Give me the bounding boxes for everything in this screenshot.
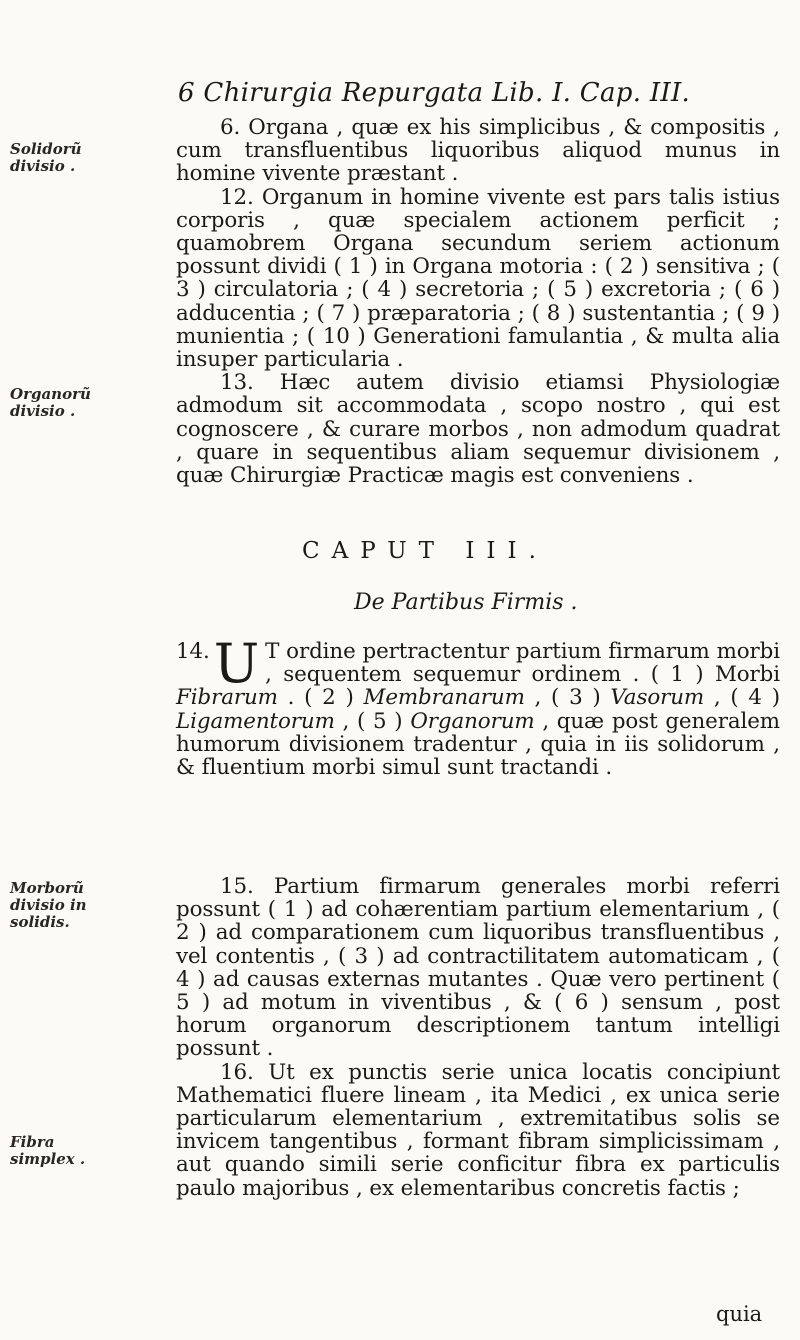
paragraph-14-text-a: . ( 2 ) (287, 685, 354, 711)
chapter-heading: CAPUT III. (302, 538, 548, 564)
running-head: 6 Chirurgia Repurgata Lib. I. Cap. III. (178, 78, 691, 108)
paragraph-15: 15. Partium firmarum generales morbi referri possunt ( 1 ) ad cohærentiam partium elementarium , ( 2 ) ad comparationem cum liquoribus transfluentibus , vel contentis , ( 3 ) ad contractilitatem automaticam , ( 4 ) ad causas externas mutantes . Quæ vero pertinent ( 5 ) ad motum in viventibus , & ( 6 ) sensum , post horum organorum descriptionem tantum intelligi possunt . (176, 874, 780, 1062)
paragraph-16: 16. Ut ex punctis serie unica locatis concipiunt Mathematici fluere lineam , ita Medici , ex unica serie particularum elementarium , extremitatibus solis se invicem tangentibus , formant fibram simplicissimam , aut quando simili serie conficitur fibra ex particulis paulo majoribus , ex elementaribus concretis factis ; (176, 1059, 780, 1201)
margin-note-morborum: Morborũ divisio in solidis. (10, 879, 87, 931)
term-ligamentorum: Ligamentorum (176, 708, 335, 734)
term-fibrarum: Fibrarum (176, 685, 278, 711)
paragraph-14-text-c: , ( 4 ) (713, 685, 780, 711)
paragraph-14-number: 14. (176, 639, 210, 664)
text-block-p14 (176, 632, 780, 781)
text-block-upper (176, 116, 780, 487)
term-membranarum: Membranarum (363, 685, 525, 711)
paragraph-14-text-e: , quæ post generalem humorum divisionem tradentur , quia in iis solidorum , & fluentium morbi simul sunt tractandi . (176, 708, 780, 781)
term-vasorum: Vasorum (610, 685, 705, 711)
paragraph-13: 13. Hæc autem divisio etiamsi Physiologiæ admodum sit accommodata , scopo nostro , qui est cognoscere , & curare morbos , non admodum quadrat , quare in sequentibus aliam sequemur divisionem , quæ Chirurgiæ Practicæ magis est conveniens . (176, 370, 780, 489)
paragraph-14-text: T ordine pertractentur partium firmarum morbi , sequentem sequemur ordinem . ( 1 ) Morbi (265, 639, 780, 688)
catchword: quia (716, 1302, 763, 1326)
paragraph-14-text-d: , ( 5 ) (342, 708, 403, 734)
text-block-lower (176, 875, 780, 1200)
paragraph-12: 12. Organum in homine vivente est pars talis istius corporis , quæ specialem actionem perficit ; quamobrem Organa secundum seriem actionum possunt dividi ( 1 ) in Organa motoria : ( 2 ) sensitiva ; ( 3 ) circulatoria ; ( 4 ) secretoria ; ( 5 ) excretoria ; ( 6 ) adducentia ; ( 7 ) præparatoria ; ( 8 ) sustentantia ; ( 9 ) munientia ; ( 10 ) Generationi famulantia , & multa alia insuper particularia . (176, 184, 780, 373)
paragraph-14 (176, 632, 780, 781)
paragraph-6: 6. Organa , quæ ex his simplicibus , & compositis , cum transfluentibus liquoribus aliquod munus in homine vivente præstant . (176, 115, 780, 187)
term-organorum: Organorum (410, 708, 535, 734)
paragraph-14-text-b: , ( 3 ) (534, 685, 601, 711)
margin-note-organorum: Organorũ divisio . (10, 385, 91, 420)
chapter-subheading: De Partibus Firmis . (354, 590, 578, 615)
margin-note-solidorum: Solidorũ divisio . (10, 140, 82, 175)
drop-cap: U (213, 632, 260, 695)
margin-note-fibra: Fibra simplex . (10, 1133, 86, 1168)
